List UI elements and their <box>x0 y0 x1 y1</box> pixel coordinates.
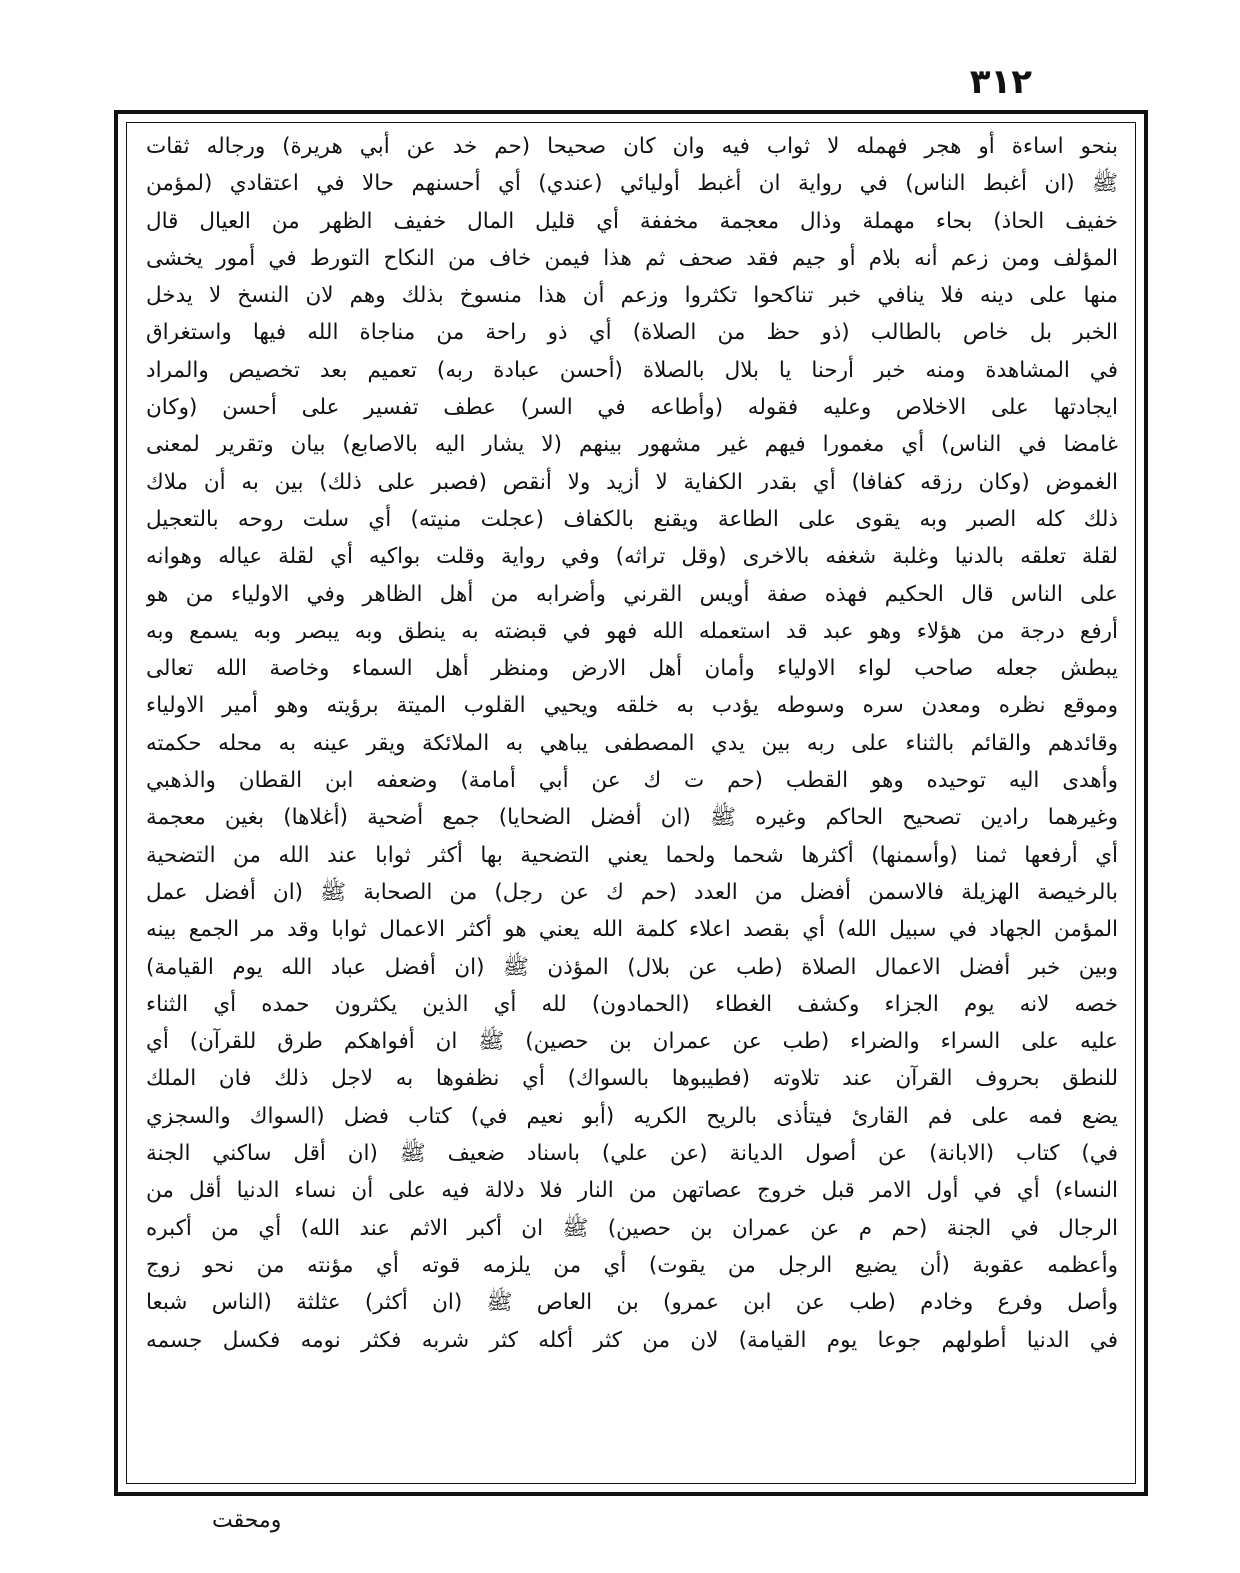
text-line: وموقع نظره ومعدن سره وسوطه يؤدب به خلقه ويحيي القلوب الميتة برؤيته وهو أمير الاولياء <box>146 693 1118 719</box>
text-line <box>146 1433 1118 1470</box>
text-frame <box>114 110 1148 1496</box>
text-line: في) كتاب (الابانة) عن أصول الديانة (عن علي) باسناد ضعيف ﷺ (ان أقل ساكني الجنة <box>146 1141 1118 1167</box>
text-line: أي أرفعها ثمنا (وأسمنها) أكثرها شحما ولحما يعني التضحية بها أكثر ثوابا عند الله من التضحية <box>146 842 1118 868</box>
text-line: وقائدهم والقائم بالثناء على ربه بين يدي المصطفى يباهي به الملائكة ويقر عينه به محله حكمته <box>146 730 1118 756</box>
text-line: أرفع درجة من هؤلاء وهو عبد قد استعمله الله فهو في قبضته به ينطق وبه يبصر وبه يسمع وبه <box>146 618 1118 644</box>
text-line: بنحو اساءة أو هجر فهمله لا ثواب فيه وان كان صحيحا (حم خد عن أبي هريرة) ورجاله ثقات <box>146 134 1118 159</box>
text-line: غامضا في الناس) أي مغمورا فيهم غير مشهور بينهم (لا يشار اليه بالاصابع) بيان وتقرير لمعنى <box>146 432 1118 458</box>
text-line <box>146 1396 1118 1433</box>
text-line: بالرخيصة الهزيلة فالاسمن أفضل من العدد (حم ك عن رجل) من الصحابة ﷺ (ان أفضل عمل <box>146 879 1118 905</box>
text-line: للنطق بحروف القرآن عند تلاوته (فطيبوها بالسواك) أي نظفوها به لاجل ذلك فان الملك <box>146 1066 1118 1092</box>
text-line: منها على دينه فلا ينافي خبر تناكحوا تكثروا وزعم أن هذا منسوخ بذلك وهم لان النسخ لا يدخل <box>146 283 1118 309</box>
text-line: النساء) أي في أول الامر قبل خروج عصاتهن من النار فلا دلالة فيه على أن نساء الدنيا أقل من <box>146 1178 1118 1204</box>
text-line: في الدنيا أطولهم جوعا يوم القيامة) لان من كثر أكله كثر شربه فكثر نومه فكسل جسمه <box>146 1327 1118 1353</box>
text-line: المؤمن الجهاد في سبيل الله) أي بقصد اعلاء كلمة الله يعني هو أكثر الاعمال ثوابا وقد مر الجمع بينه <box>146 917 1118 943</box>
text-line: وغيرهما رادين تصحيح الحاكم وغيره ﷺ (ان أفضل الضحايا) جمع أضحية (أغلاها) بغين معجمة <box>146 805 1118 831</box>
text-line: ﷺ (ان أغبط الناس) في رواية ان أغبط أوليائي (عندي) أي أحسنهم حالا في اعتقادي (لمؤمن <box>146 171 1118 197</box>
text-line: على الناس قال الحكيم فهذه صفة أويس القرني وأضرابه من أهل الظاهر وفي الاولياء من هو <box>146 581 1118 607</box>
text-line: عليه على السراء والضراء (طب عن عمران بن حصين) ﷺ ان أفواهكم طرق للقرآن) أي <box>146 1029 1118 1055</box>
text-line: وأعظمه عقوبة (أن يضيع الرجل من يقوت) أي من يلزمه قوته أي مؤنته من نحو زوج <box>146 1252 1118 1278</box>
text-line: وأهدى اليه توحيده وهو القطب (حم ت ك عن أبي أمامة) وضعفه ابن القطان والذهبي <box>146 768 1118 794</box>
text-line: في المشاهدة ومنه خبر أرحنا يا بلال بالصلاة (أحسن عبادة ربه) تعميم بعد تخصيص والمراد <box>146 357 1118 383</box>
text-line: وأصل وفرع وخادم (طب عن ابن عمرو) بن العاص ﷺ (ان أكثر) عثلثة (الناس شبعا <box>146 1290 1118 1316</box>
text-line: ذلك كله الصبر وبه يقوى على الطاعة ويقنع بالكفاف (عجلت منيته) أي سلت روحه بالتعجيل <box>146 506 1118 532</box>
text-line: وبين خبر أفضل الاعمال الصلاة (طب عن بلال) المؤذن ﷺ (ان أفضل عباد الله يوم القيامة) <box>146 954 1118 980</box>
text-line <box>146 1359 1118 1396</box>
text-line: خصه لانه يوم الجزاء وكشف الغطاء (الحمادون) لله أي الذين يكثرون حمده أي الثناء <box>146 991 1118 1017</box>
text-body <box>146 128 1118 1482</box>
text-line: يبطش جعله صاحب لواء الاولياء وأمان أهل الارض ومنظر أهل السماء وخاصة الله تعالى <box>146 656 1118 682</box>
text-line: لقلة تعلقه بالدنيا وغلبة شغفه بالاخرى (وقل تراثه) وفي رواية وقلت بواكيه أي لقلة عياله وهوانه <box>146 544 1118 570</box>
text-line: خفيف الحاذ) بحاء مهملة وذال معجمة مخففة أي قليل المال خفيف الظهر من العيال قال <box>146 208 1118 234</box>
text-line: المؤلف ومن زعم أنه بلام أو جيم فقد صحف ثم هذا فيمن خاف من النكاح التورط في أمور يخشى <box>146 245 1118 271</box>
text-line: يضع فمه على فم القارئ فيتأذى بالريح الكريه (أبو نعيم في) كتاب فضل (السواك والسجزي <box>146 1103 1118 1129</box>
text-line: الرجال في الجنة (حم م عن عمران بن حصين) ﷺ ان أكبر الاثم عند الله) أي من أكبره <box>146 1215 1118 1241</box>
text-line: الخبر بل خاص بالطالب (ذو حظ من الصلاة) أي ذو راحة من مناجاة الله فيها واستغراق <box>146 320 1118 346</box>
page-number: ٣١٢ <box>969 62 1032 102</box>
text-line: الغموض (وكان رزقه كفافا) أي بقدر الكفاية لا أزيد ولا أنقص (فصبر على ذلك) بين به أن ملاك <box>146 469 1118 495</box>
catchword: ومحقت <box>212 1508 282 1533</box>
text-line: ايجادتها على الاخلاص وعليه فقوله (وأطاعه في السر) عطف تفسير على أحسن (وكان <box>146 395 1118 421</box>
